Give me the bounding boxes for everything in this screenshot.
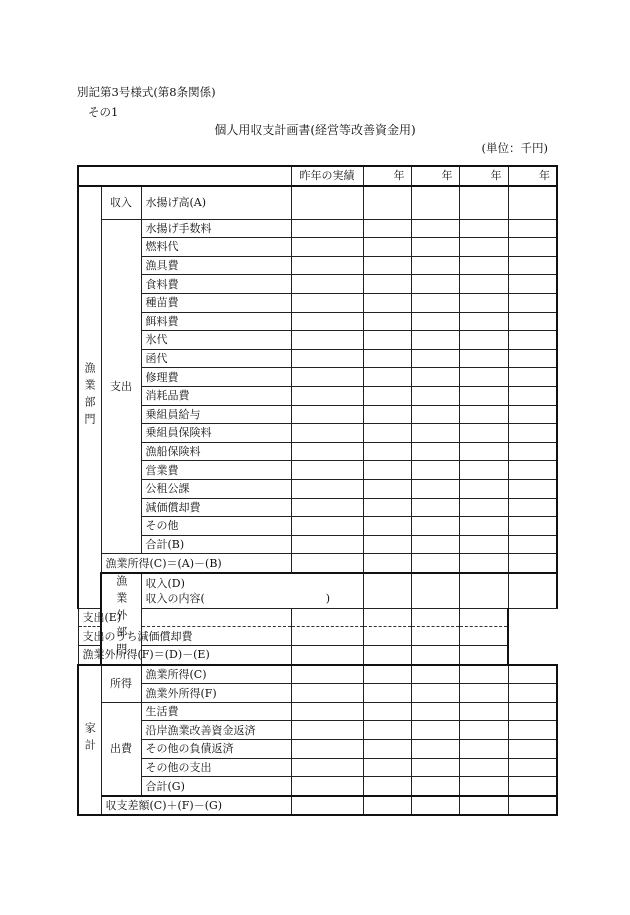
- input-cell[interactable]: [291, 665, 363, 684]
- input-cell[interactable]: [363, 777, 411, 796]
- input-cell[interactable]: [291, 293, 363, 312]
- input-cell[interactable]: [411, 684, 459, 703]
- input-cell[interactable]: [508, 386, 557, 405]
- input-cell[interactable]: [459, 554, 508, 573]
- input-cell[interactable]: [411, 702, 459, 721]
- table-row: [78, 684, 557, 703]
- input-cell[interactable]: [411, 386, 459, 405]
- input-cell[interactable]: [291, 461, 363, 480]
- income-expense-table: [77, 165, 558, 816]
- table-row: [78, 517, 557, 536]
- input-cell[interactable]: [459, 517, 508, 536]
- table-row: [78, 758, 557, 777]
- input-cell[interactable]: [363, 275, 411, 294]
- input-cell[interactable]: [363, 758, 411, 777]
- expense-item: 公租公課: [141, 479, 291, 498]
- input-cell[interactable]: [411, 777, 459, 796]
- input-cell[interactable]: [459, 331, 508, 350]
- non-fishery-depreciation: 支出のうち減価償却費: [78, 627, 141, 646]
- fishery-expense-group: 支出: [101, 219, 141, 554]
- input-cell[interactable]: [459, 665, 508, 684]
- input-cell[interactable]: [459, 796, 508, 816]
- table-row: [78, 256, 557, 275]
- input-cell[interactable]: [411, 796, 459, 816]
- input-cell[interactable]: [363, 386, 411, 405]
- input-cell[interactable]: [411, 275, 459, 294]
- table-row: [78, 312, 557, 331]
- input-cell[interactable]: [459, 256, 508, 275]
- input-cell[interactable]: [363, 740, 411, 759]
- input-cell[interactable]: [363, 535, 411, 554]
- household-expense-item: 生活費: [141, 702, 291, 721]
- input-cell[interactable]: [508, 186, 557, 220]
- expense-item: 餌料費: [141, 312, 291, 331]
- input-cell[interactable]: [459, 702, 508, 721]
- input-cell[interactable]: [459, 349, 508, 368]
- input-cell[interactable]: [291, 479, 363, 498]
- household-expense-total: 合計(G): [141, 777, 291, 796]
- input-cell[interactable]: [459, 479, 508, 498]
- input-cell[interactable]: [508, 219, 557, 238]
- input-cell[interactable]: [363, 312, 411, 331]
- input-cell[interactable]: [411, 405, 459, 424]
- input-cell[interactable]: [508, 312, 557, 331]
- input-cell[interactable]: [363, 331, 411, 350]
- input-cell[interactable]: [411, 646, 459, 665]
- input-cell[interactable]: [363, 573, 411, 609]
- table-row: [78, 293, 557, 312]
- input-cell[interactable]: [508, 573, 557, 609]
- input-cell[interactable]: [291, 740, 363, 759]
- input-cell[interactable]: [459, 721, 508, 740]
- input-cell[interactable]: [459, 777, 508, 796]
- input-cell[interactable]: [363, 721, 411, 740]
- input-cell[interactable]: [363, 646, 411, 665]
- input-cell[interactable]: [363, 608, 411, 627]
- input-cell[interactable]: [291, 535, 363, 554]
- table-row: [78, 331, 557, 350]
- input-cell[interactable]: [459, 740, 508, 759]
- form-sub-label: その1: [88, 105, 119, 119]
- input-cell[interactable]: [363, 517, 411, 536]
- household-income-item: 漁業外所得(F): [141, 684, 291, 703]
- expense-item: 営業費: [141, 461, 291, 480]
- household-section-label: 家計: [78, 665, 101, 816]
- household-expense-group: 出費: [101, 702, 141, 795]
- table-row: [78, 535, 557, 554]
- input-cell[interactable]: [363, 368, 411, 387]
- input-cell[interactable]: [508, 665, 557, 684]
- input-cell[interactable]: [291, 721, 363, 740]
- expense-item: 漁具費: [141, 256, 291, 275]
- input-cell[interactable]: [459, 461, 508, 480]
- input-cell[interactable]: [459, 646, 508, 665]
- input-cell[interactable]: [291, 368, 363, 387]
- table-row: [78, 386, 557, 405]
- input-cell[interactable]: [508, 777, 557, 796]
- col-year-1: 年: [363, 166, 411, 186]
- input-cell[interactable]: [459, 573, 508, 609]
- input-cell[interactable]: [291, 608, 363, 627]
- household-expense-item: 沿岸漁業改善資金返済: [141, 721, 291, 740]
- input-cell[interactable]: [363, 461, 411, 480]
- input-cell[interactable]: [291, 405, 363, 424]
- input-cell[interactable]: [508, 535, 557, 554]
- input-cell[interactable]: [459, 275, 508, 294]
- input-cell[interactable]: [141, 608, 291, 627]
- input-cell[interactable]: [459, 498, 508, 517]
- input-cell[interactable]: [291, 777, 363, 796]
- input-cell[interactable]: [459, 758, 508, 777]
- table-row: [78, 405, 557, 424]
- input-cell[interactable]: [411, 461, 459, 480]
- input-cell[interactable]: [291, 386, 363, 405]
- expense-item: 水揚げ手数料: [141, 219, 291, 238]
- expense-item: 氷代: [141, 331, 291, 350]
- input-cell[interactable]: [459, 405, 508, 424]
- table-row: [78, 424, 557, 443]
- fishery-income-item: 水揚げ高(A): [141, 186, 291, 220]
- input-cell[interactable]: [411, 498, 459, 517]
- input-cell[interactable]: [291, 186, 363, 220]
- non-fishery-section-label: 漁業外部門: [101, 573, 141, 665]
- input-cell[interactable]: [459, 186, 508, 220]
- expense-item: 乗組員給与: [141, 405, 291, 424]
- input-cell[interactable]: [459, 608, 508, 627]
- input-cell[interactable]: [508, 517, 557, 536]
- input-cell[interactable]: [459, 238, 508, 257]
- table-row: [78, 442, 557, 461]
- input-cell[interactable]: [411, 368, 459, 387]
- table-row: [78, 554, 557, 573]
- table-row: [78, 368, 557, 387]
- input-cell[interactable]: [411, 312, 459, 331]
- table-row: [78, 608, 557, 627]
- input-cell[interactable]: [508, 368, 557, 387]
- table-row: [78, 238, 557, 257]
- input-cell[interactable]: [291, 684, 363, 703]
- non-fishery-income-label: 収入(D): [145, 576, 185, 590]
- input-cell[interactable]: [363, 186, 411, 220]
- expense-item: 消耗品費: [141, 386, 291, 405]
- input-cell[interactable]: [411, 293, 459, 312]
- fishery-section-label: 漁業部門: [78, 186, 101, 609]
- unit-label: (単位：千円): [481, 141, 548, 155]
- input-cell[interactable]: [411, 517, 459, 536]
- input-cell[interactable]: [508, 256, 557, 275]
- input-cell[interactable]: [291, 238, 363, 257]
- expense-item: 種苗費: [141, 293, 291, 312]
- input-cell[interactable]: [291, 627, 363, 646]
- expense-item: 減価償却費: [141, 498, 291, 517]
- table-row: [78, 573, 557, 609]
- household-expense-item: その他の支出: [141, 758, 291, 777]
- input-cell[interactable]: [411, 479, 459, 498]
- input-cell[interactable]: [459, 535, 508, 554]
- input-cell[interactable]: [508, 740, 557, 759]
- input-cell[interactable]: [291, 275, 363, 294]
- input-cell[interactable]: [411, 442, 459, 461]
- input-cell[interactable]: [459, 368, 508, 387]
- input-cell[interactable]: [363, 349, 411, 368]
- input-cell[interactable]: [459, 684, 508, 703]
- table-row: [78, 627, 557, 646]
- table-row: [78, 740, 557, 759]
- input-cell[interactable]: [459, 424, 508, 443]
- expense-item: 修理費: [141, 368, 291, 387]
- input-cell[interactable]: [459, 627, 508, 646]
- column-header-row: [78, 166, 557, 186]
- table-row: [78, 349, 557, 368]
- fishery-income-total: 漁業所得(C)＝(A)－(B): [101, 554, 291, 573]
- input-cell[interactable]: [459, 312, 508, 331]
- input-cell[interactable]: [508, 702, 557, 721]
- input-cell[interactable]: [508, 424, 557, 443]
- non-fishery-income-detail: 収入の内容( ): [145, 591, 331, 605]
- input-cell[interactable]: [291, 331, 363, 350]
- expense-item: 漁船保険料: [141, 442, 291, 461]
- input-cell[interactable]: [363, 293, 411, 312]
- table-row: [78, 777, 557, 796]
- table-row: [78, 796, 557, 816]
- col-year-4: 年: [508, 166, 557, 186]
- table-row: [78, 498, 557, 517]
- input-cell[interactable]: [291, 702, 363, 721]
- input-cell[interactable]: [291, 442, 363, 461]
- input-cell[interactable]: [508, 331, 557, 350]
- input-cell[interactable]: [411, 424, 459, 443]
- input-cell[interactable]: [459, 442, 508, 461]
- input-cell[interactable]: [411, 256, 459, 275]
- input-cell[interactable]: [508, 238, 557, 257]
- non-fishery-income-total: 漁業外所得(F)＝(D)－(E): [78, 646, 141, 665]
- input-cell[interactable]: [291, 517, 363, 536]
- input-cell[interactable]: [411, 665, 459, 684]
- fishery-income-group: 収入: [101, 186, 141, 220]
- input-cell[interactable]: [363, 442, 411, 461]
- input-cell[interactable]: [291, 796, 363, 816]
- input-cell[interactable]: [291, 424, 363, 443]
- input-cell[interactable]: [508, 479, 557, 498]
- input-cell[interactable]: [508, 796, 557, 816]
- table-row: [78, 219, 557, 238]
- input-cell[interactable]: [291, 554, 363, 573]
- input-cell[interactable]: [291, 758, 363, 777]
- non-fishery-expense: 支出(E): [78, 608, 141, 627]
- input-cell[interactable]: [411, 186, 459, 220]
- input-cell[interactable]: [508, 293, 557, 312]
- table-row: [78, 665, 557, 684]
- table-row: [78, 702, 557, 721]
- input-cell[interactable]: [363, 627, 411, 646]
- input-cell[interactable]: [411, 740, 459, 759]
- expense-item: 函代: [141, 349, 291, 368]
- input-cell[interactable]: [363, 684, 411, 703]
- input-cell[interactable]: [411, 608, 459, 627]
- table-row: [78, 275, 557, 294]
- col-last-year: 昨年の実績: [291, 166, 363, 186]
- input-cell[interactable]: [363, 498, 411, 517]
- input-cell[interactable]: [508, 554, 557, 573]
- expense-item: 乗組員保険料: [141, 424, 291, 443]
- input-cell[interactable]: [363, 424, 411, 443]
- input-cell[interactable]: [411, 238, 459, 257]
- input-cell[interactable]: [411, 721, 459, 740]
- col-year-2: 年: [411, 166, 459, 186]
- input-cell[interactable]: [508, 461, 557, 480]
- household-balance: 収支差額(C)＋(F)－(G): [101, 796, 291, 816]
- input-cell[interactable]: [363, 219, 411, 238]
- input-cell[interactable]: [363, 665, 411, 684]
- input-cell[interactable]: [508, 498, 557, 517]
- col-year-3: 年: [459, 166, 508, 186]
- form-number: 別記第3号様式(第8条関係): [77, 85, 216, 99]
- input-cell[interactable]: [291, 498, 363, 517]
- table-row: [78, 186, 557, 220]
- input-cell[interactable]: [363, 702, 411, 721]
- input-cell[interactable]: [291, 219, 363, 238]
- input-cell[interactable]: [508, 442, 557, 461]
- input-cell[interactable]: [459, 293, 508, 312]
- input-cell[interactable]: [411, 627, 459, 646]
- input-cell[interactable]: [508, 721, 557, 740]
- input-cell[interactable]: [411, 573, 459, 609]
- expense-item: 食料費: [141, 275, 291, 294]
- table-row: [78, 721, 557, 740]
- document-title: 個人用収支計画書(経営等改善資金用): [214, 123, 416, 137]
- table-row: [78, 646, 557, 665]
- input-cell[interactable]: [459, 386, 508, 405]
- input-cell[interactable]: [411, 535, 459, 554]
- input-cell[interactable]: [291, 349, 363, 368]
- input-cell[interactable]: [508, 275, 557, 294]
- input-cell[interactable]: [363, 554, 411, 573]
- input-cell[interactable]: [363, 479, 411, 498]
- input-cell[interactable]: [411, 554, 459, 573]
- input-cell[interactable]: [411, 219, 459, 238]
- expense-total: 合計(B): [141, 535, 291, 554]
- input-cell[interactable]: [363, 796, 411, 816]
- input-cell[interactable]: [363, 405, 411, 424]
- household-income-item: 漁業所得(C): [141, 665, 291, 684]
- input-cell[interactable]: [363, 238, 411, 257]
- input-cell[interactable]: [508, 684, 557, 703]
- expense-item: その他: [141, 517, 291, 536]
- input-cell[interactable]: [411, 349, 459, 368]
- input-cell[interactable]: [508, 405, 557, 424]
- input-cell[interactable]: [291, 256, 363, 275]
- input-cell[interactable]: [508, 758, 557, 777]
- non-fishery-income: [141, 573, 363, 609]
- input-cell[interactable]: [291, 646, 363, 665]
- input-cell[interactable]: [459, 219, 508, 238]
- table-row: [78, 479, 557, 498]
- table-row: [78, 461, 557, 480]
- input-cell[interactable]: [411, 758, 459, 777]
- household-income-group: 所得: [101, 665, 141, 703]
- input-cell[interactable]: [508, 349, 557, 368]
- expense-item: 燃料代: [141, 238, 291, 257]
- input-cell[interactable]: [363, 256, 411, 275]
- household-expense-item: その他の負債返済: [141, 740, 291, 759]
- input-cell[interactable]: [411, 331, 459, 350]
- input-cell[interactable]: [291, 312, 363, 331]
